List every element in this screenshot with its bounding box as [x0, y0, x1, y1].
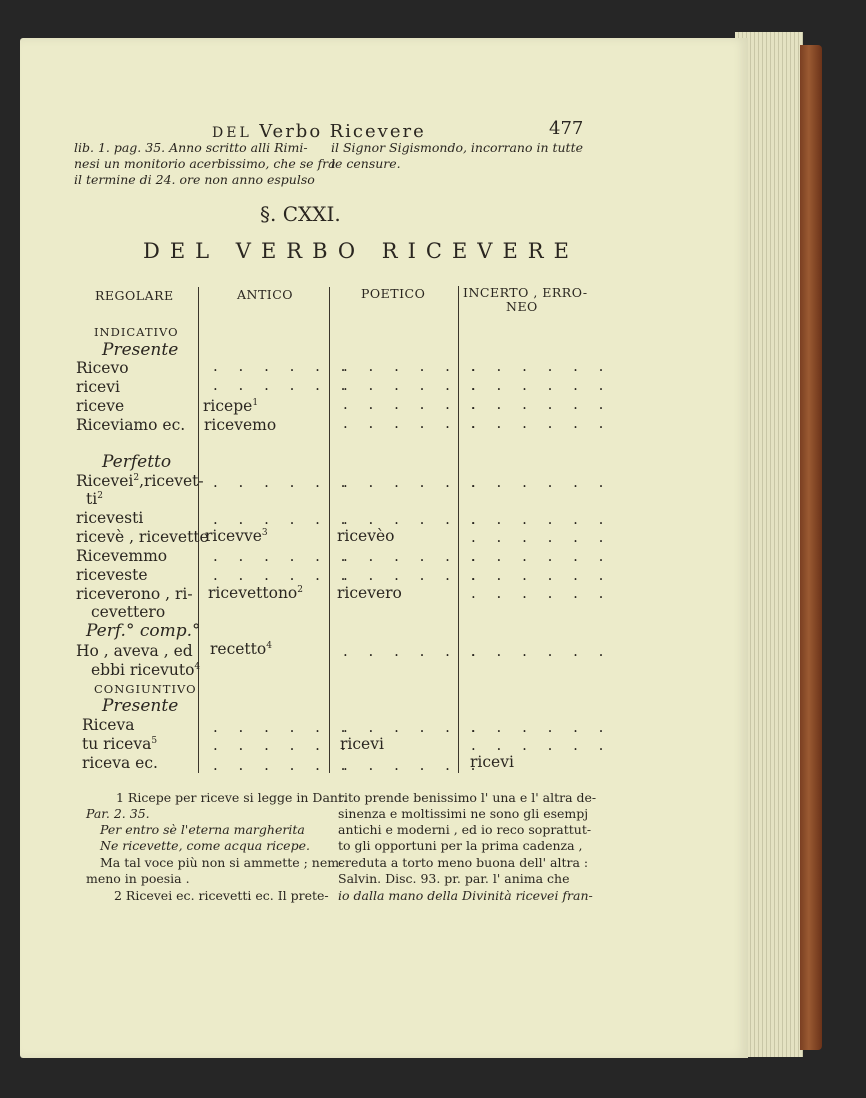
form-ricevero: ricevero: [337, 584, 402, 602]
footnote-2-line-1: 2 Ricevei ec. ricevetti ec. Il prete-: [114, 888, 329, 903]
footnote-ref: 2: [133, 472, 140, 483]
form-tu-riceva: [82, 735, 157, 753]
tense-presente-congiuntivo: Presente: [102, 696, 179, 716]
column-incerto-1: INCERTO , ERRO-: [463, 285, 588, 300]
footnote-ref: 1: [252, 397, 259, 408]
dots-poetico: . . . . . .: [343, 395, 484, 413]
form-ricevi-poetico: ricevi: [340, 735, 384, 753]
dots-incerto: . . . . . .: [471, 584, 612, 602]
dots-poetico: . . . . . .: [343, 756, 484, 774]
page-title: DEL VERBO RICEVERE: [143, 239, 579, 263]
dots-antico: . . . . . .: [213, 547, 354, 565]
dots-incerto: . . . . . .: [471, 376, 612, 394]
dots-antico: . . . . . .: [213, 566, 354, 584]
dots-poetico: . . . . . .: [343, 357, 484, 375]
dots-poetico: . . . . . .: [343, 566, 484, 584]
dots-poetico: . . . . . .: [343, 414, 484, 432]
form-ho-aveva: Ho , aveva , ed: [76, 642, 193, 660]
form-riceveo: ricevèo: [337, 527, 395, 545]
footnote-ref: 4: [266, 640, 272, 651]
section-number: §. CXXI.: [260, 202, 341, 226]
footnote-1-verse-1: Per entro sè l'eterna margherita: [100, 822, 305, 837]
running-head-del: DEL: [212, 125, 252, 141]
dots-incerto: . . . . . .: [471, 357, 612, 375]
footnote-1-verse-2: Ne ricevette, come acqua ricepe.: [100, 838, 310, 853]
tense-perfetto: Perfetto: [102, 452, 172, 472]
form-ricepe-text: ricepe: [203, 397, 253, 415]
footnote-1-line-1: 1 Ricepe per riceve si legge in Dant.: [116, 790, 347, 805]
footnote-2-line-2: rito prende benissimo l' una e l' altra de-: [338, 790, 597, 805]
column-incerto-2: NEO: [506, 299, 538, 314]
form-riceve-ricevette: ricevè , ricevette: [76, 528, 209, 546]
top-note-left-3: il termine di 24. ore non anno espulso: [74, 172, 315, 187]
footnote-2-line-7: Salvin. Disc. 93. pr. par. l' anima che: [338, 871, 570, 886]
form-ricevi: ricevi: [76, 378, 120, 396]
running-head-verbo: Verbo: [259, 121, 323, 142]
form-ricevei-text: Ricevei: [76, 472, 134, 490]
top-note-right-2: le censure.: [331, 156, 401, 171]
form-riceverono: riceverono , ri-: [76, 585, 193, 603]
footnote-ref: 2: [297, 584, 303, 595]
dots-poetico: . . . . . .: [343, 642, 484, 660]
tense-perfetto-composto: Perf.° comp.°: [86, 621, 201, 641]
form-ricevei: [76, 472, 204, 490]
dots-poetico: . . . . . .: [343, 718, 484, 736]
form-riceva: Riceva: [82, 716, 135, 734]
footnote-2-line-8: io dalla mano della Divinità ricevei fran-: [338, 888, 593, 903]
footnote-1-line-5: Ma tal voce più non si ammette ; nem-: [100, 855, 344, 870]
footnote-ref: 5: [151, 735, 158, 746]
form-ricevi-incerto: ricevi: [470, 753, 514, 771]
tense-presente: Presente: [102, 340, 179, 360]
form-riceve: riceve: [76, 397, 125, 415]
form-riceveste: riceveste: [76, 566, 148, 584]
dots-incerto: . . . . . .: [471, 566, 612, 584]
form-ricepe: [203, 397, 258, 415]
dots-incerto: . . . . . .: [471, 414, 612, 432]
dots-incerto: . . . . . .: [471, 547, 612, 565]
dots-poetico: . . . . . .: [343, 376, 484, 394]
dots-antico: . . . . . .: [213, 756, 354, 774]
form-ti-text: ti: [86, 490, 98, 508]
form-ricevesti: ricevesti: [76, 509, 144, 527]
dots-incerto: . . . . . .: [471, 510, 612, 528]
dots-antico: . . . . . .: [213, 510, 354, 528]
footnote-1-line-6: meno in poesia .: [86, 871, 190, 886]
form-ricevemo: ricevemo: [204, 416, 277, 434]
footnote-ref: 3: [261, 527, 268, 538]
dots-incerto: . . . . . .: [471, 718, 612, 736]
form-ebbi-ricevuto: [91, 661, 200, 679]
form-ebbi-ricevuto-text: ebbi ricevuto: [91, 661, 195, 679]
form-ricevetti-part: ,ricevet-: [139, 472, 204, 490]
form-ricevve-text: ricevve: [205, 527, 262, 545]
dots-poetico: . . . . . .: [343, 547, 484, 565]
footnote-ref: 2: [97, 490, 103, 501]
dots-incerto: . . . . . .: [471, 736, 612, 754]
top-note-right-1: il Signor Sigismondo, incorrano in tutte: [331, 140, 584, 155]
dots-poetico: . . . . . .: [343, 510, 484, 528]
running-head-ricevere: Ricevere: [329, 121, 426, 142]
footnote-ref: 4: [194, 661, 201, 672]
footnote-2-line-6: creduta a torto meno buona dell' altra :: [338, 855, 589, 870]
form-ricevemmo: Ricevemmo: [76, 547, 168, 565]
footnote-2-line-5: to gli opportuni per la prima cadenza ,: [338, 838, 583, 853]
dots-antico: . . . . . .: [213, 718, 354, 736]
dots-antico: . . . . . .: [213, 357, 354, 375]
form-ricevettono: [208, 584, 303, 602]
book-cover-edge: [800, 45, 822, 1050]
footnote-2-line-3: sinenza e moltissimi ne sono gli esempj: [338, 806, 589, 821]
form-ricevo: Ricevo: [76, 359, 129, 377]
form-ricevve: [205, 527, 268, 545]
mood-congiuntivo: CONGIUNTIVO: [94, 682, 197, 696]
form-riceva-ec: riceva ec.: [82, 754, 158, 772]
footnote-1-line-2: Par. 2. 35.: [86, 806, 150, 821]
dots-incerto: . . . . . .: [471, 395, 612, 413]
top-note-left-2: nesi un monitorio acerbissimo, che se fra: [74, 156, 336, 171]
dots-antico: . . . . . .: [213, 376, 354, 394]
form-ricevettono-text: ricevettono: [208, 584, 298, 602]
dots-incerto: . . . . . .: [471, 642, 612, 660]
form-riceviamo: Riceviamo ec.: [76, 416, 186, 434]
form-recetto: [210, 640, 272, 658]
mood-indicativo: INDICATIVO: [94, 325, 179, 339]
form-ricevetti-end: [86, 490, 103, 508]
footnote-2-line-4: antichi e moderni , ed io reco soprattut-: [338, 822, 592, 837]
dots-poetico: . . . . . .: [343, 473, 484, 491]
form-tu-riceva-text: tu riceva: [82, 735, 152, 753]
top-note-left-1: lib. 1. pag. 35. Anno scritto alli Rimi-: [74, 140, 308, 155]
column-poetico: POETICO: [361, 286, 426, 301]
column-regolare: REGOLARE: [95, 288, 174, 303]
page-number: 477: [549, 118, 584, 139]
form-recetto-text: recetto: [210, 640, 267, 658]
running-head: [212, 121, 426, 142]
dots-antico: . . . . . .: [213, 473, 354, 491]
dots-incerto: . . . . . .: [471, 528, 612, 546]
form-cevettero: cevettero: [91, 603, 166, 621]
column-antico: ANTICO: [237, 287, 294, 302]
dots-antico: . . . . . .: [213, 736, 354, 754]
dots-incerto: . . . . . .: [471, 473, 612, 491]
